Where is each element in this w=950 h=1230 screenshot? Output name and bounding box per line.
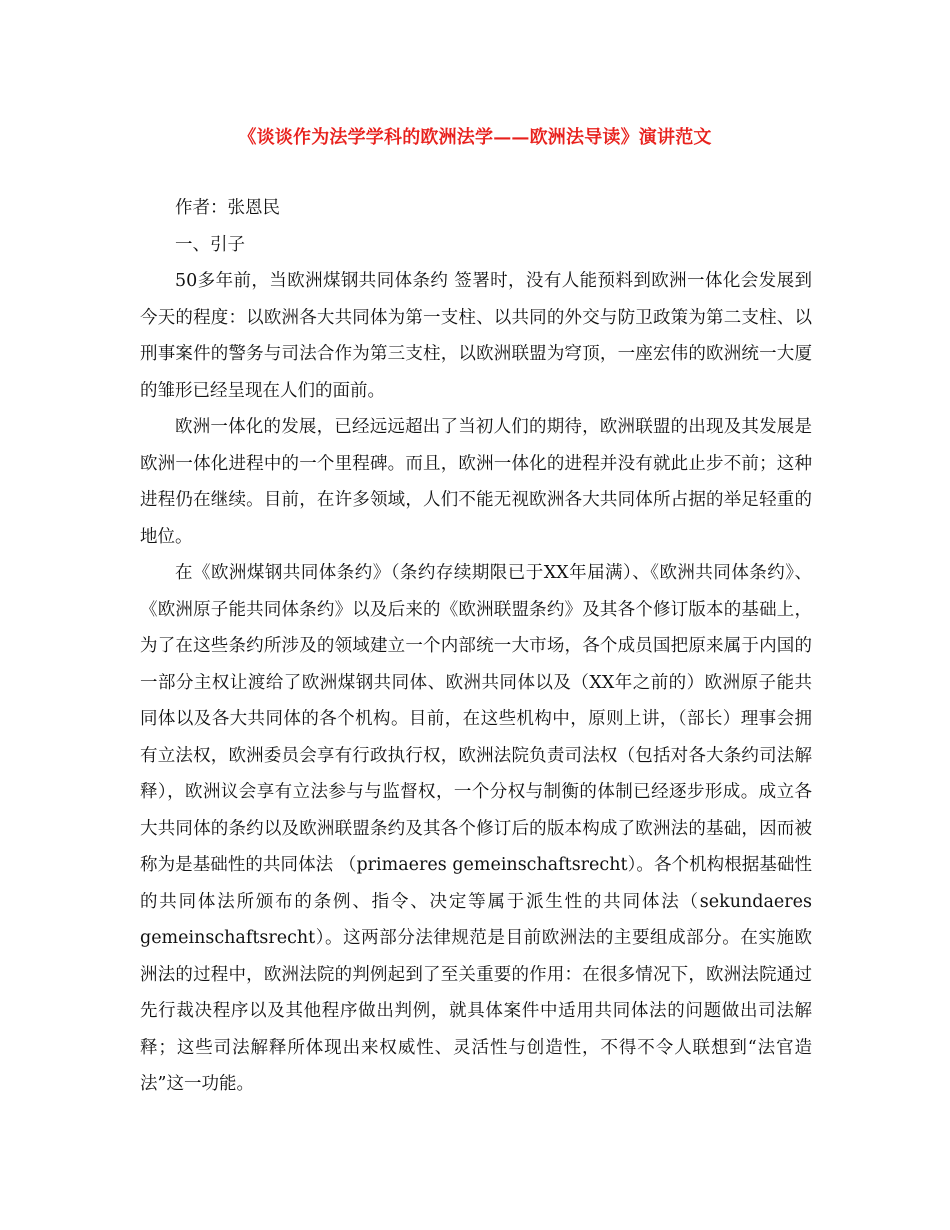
paragraph: 欧洲一体化的发展，已经远远超出了当初人们的期待，欧洲联盟的出现及其发展是欧洲一体化进程中的一个里程碑。而且，欧洲一体化的进程并没有就此止步不前；这种进程仍在继续。目前，在许多领域，人们不能无视欧洲各大共同体所占据的举足轻重的地位。 [140,417,812,547]
paragraph: 50多年前，当欧洲煤钢共同体条约 签署时，没有人能预料到欧洲一体化会发展到今天的程度：以欧洲各大共同体为第一支柱、以共同的外交与防卫政策为第二支柱、以刑事案件的警务与司法合作为第三支柱，以欧洲联盟为穹顶，一座宏伟的欧洲统一大厦的雏形已经呈现在人们的面前。 [140,271,812,401]
author-line: 作者：张恩民 [175,198,280,218]
document-body [140,190,812,1103]
section-heading: 一、引子 [175,234,245,255]
paragraph: 在《欧洲煤钢共同体条约》（条约存续期限已于XX年届满）、《欧洲共同体条约》、《欧洲原子能共同体条约》以及后来的《欧洲联盟条约》及其各个修订版本的基础上，为了在这些条约所涉及的领域建立一个内部统一大市场，各个成员国把原来属于内国的一部分主权让渡给了欧洲煤钢共同体、欧洲共同体以及（XX年之前的）欧洲原子能共同体以及各大共同体的各个机构。目前，在这些机构中，原则上讲，（部长）理事会拥有立法权，欧洲委员会享有行政执行权，欧洲法院负责司法权（包括对各大条约司法解释），欧洲议会享有立法参与与监督权，一个分权与制衡的体制已经逐步形成。成立各大共同体的条约以及欧洲联盟条约及其各个修订后的版本构成了欧洲法的基础，因而被称为是基础性的共同体法 （primaeres gemeinschaftsrecht）。各个机构根据基础性的共同体法所颁布的条例、指令、决定等属于派生性的共同体法（sekundaeres gemeinschaftsrecht）。这两部分法律规范是目前欧洲法的主要组成部分。在实施欧洲法的过程中，欧洲法院的判例起到了至关重要的作用：在很多情况下，欧洲法院通过先行裁决程序以及其他程序做出判例，就具体案件中适用共同体法的问题做出司法解释；这些司法解释所体现出来权威性、灵活性与创造性，不得不令人联想到“法官造法”这一功能。 [140,563,812,1094]
document-title: 《谈谈作为法学学科的欧洲法学——欧洲法导读》演讲范文 [238,127,712,148]
